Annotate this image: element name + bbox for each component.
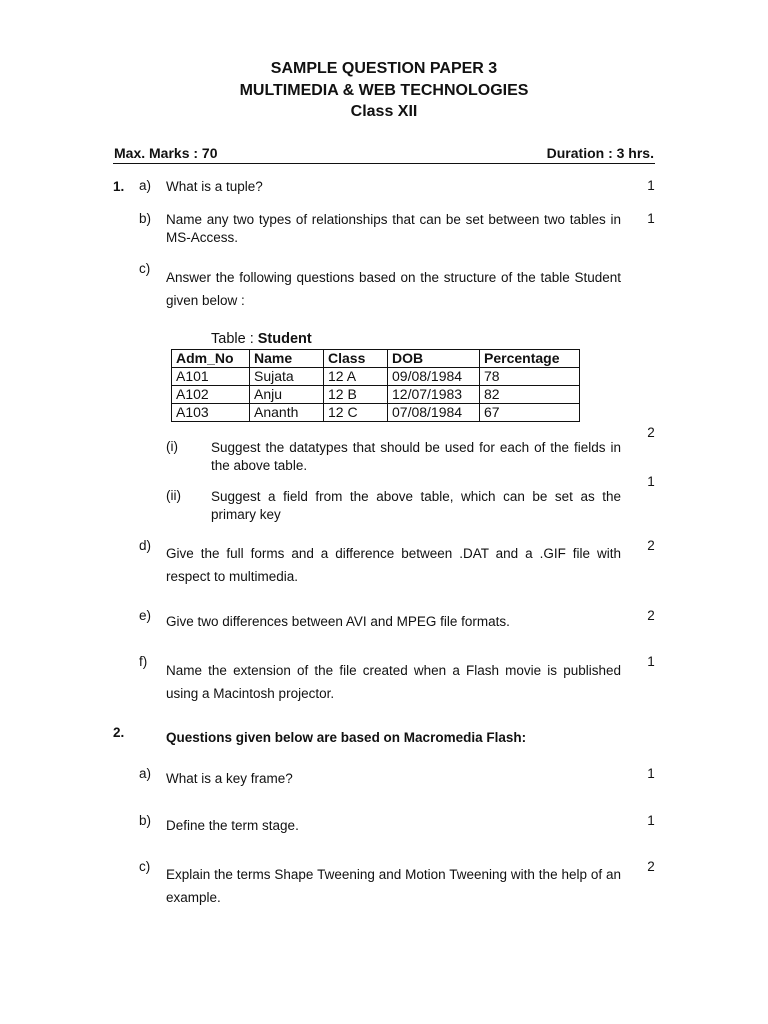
student-table — [171, 349, 580, 422]
table-cell: Ananth — [250, 404, 324, 422]
q1c-label: c) — [139, 261, 151, 276]
table-cell: 67 — [480, 404, 580, 422]
table-row — [172, 368, 580, 386]
q1c-i-label: (i) — [166, 439, 178, 454]
paper-title: SAMPLE QUESTION PAPER 3 — [270, 60, 498, 77]
q1c-i-marks: 2 — [647, 425, 655, 440]
q2c-label: c) — [139, 859, 151, 874]
table-row — [172, 404, 580, 422]
q1f-marks: 1 — [647, 654, 655, 669]
q1a-text: What is a tuple? — [166, 179, 263, 194]
q1b-label: b) — [139, 211, 152, 226]
table-caption-name: Student — [257, 331, 312, 347]
q1d-label: d) — [139, 538, 152, 553]
table-header-row — [172, 350, 580, 368]
table-cell: 12 A — [324, 368, 388, 386]
q1b-text: Name any two types of relationships that can be set between two tables in MS-Access. — [166, 212, 621, 245]
table-caption-prefix: Table : — [211, 331, 258, 347]
subject-title: MULTIMEDIA & WEB TECHNOLOGIES — [239, 82, 529, 99]
q1f-label: f) — [139, 654, 148, 669]
table-cell: 12/07/1983 — [388, 386, 480, 404]
table-cell: A103 — [172, 404, 250, 422]
q1e-marks: 2 — [647, 608, 655, 623]
column-header: Class — [324, 350, 388, 368]
max-marks: Max. Marks : 70 — [114, 145, 218, 161]
column-header: DOB — [388, 350, 480, 368]
q1e-text: Give two differences between AVI and MPEG file formats. — [166, 614, 510, 629]
table-cell: 12 B — [324, 386, 388, 404]
q2b-label: b) — [139, 813, 152, 828]
table-cell: 09/08/1984 — [388, 368, 480, 386]
table-cell: A101 — [172, 368, 250, 386]
table-caption — [211, 331, 312, 347]
q1d-marks: 2 — [647, 538, 655, 553]
q2-heading: Questions given below are based on Macromedia Flash: — [166, 730, 527, 745]
q2c-marks: 2 — [647, 859, 655, 874]
question-number-2: 2. — [113, 725, 125, 740]
class-title: Class XII — [350, 103, 418, 120]
column-header: Adm_No — [172, 350, 250, 368]
q2c-text: Explain the terms Shape Tweening and Motion Tweening with the help of an example. — [166, 867, 621, 905]
q1b-marks: 1 — [647, 211, 655, 226]
question-number-1: 1. — [113, 179, 125, 194]
q1a-marks: 1 — [647, 178, 655, 193]
q1c-ii-text: Suggest a field from the above table, which can be set as the primary key — [211, 489, 621, 522]
table-cell: 82 — [480, 386, 580, 404]
header-rule — [113, 163, 655, 164]
table-cell: A102 — [172, 386, 250, 404]
q1c-ii-marks: 1 — [647, 474, 655, 489]
duration: Duration : 3 hrs. — [546, 145, 654, 161]
q2b-marks: 1 — [647, 813, 655, 828]
q1e-label: e) — [139, 608, 152, 623]
table-cell: 78 — [480, 368, 580, 386]
table-cell: 07/08/1984 — [388, 404, 480, 422]
q2a-label: a) — [139, 766, 152, 781]
q1a-label: a) — [139, 178, 152, 193]
column-header: Name — [250, 350, 324, 368]
q2b-text: Define the term stage. — [166, 818, 299, 833]
q2a-marks: 1 — [647, 766, 655, 781]
q1c-text: Answer the following questions based on the structure of the table Student given below : — [166, 270, 621, 308]
column-header: Percentage — [480, 350, 580, 368]
q1c-i-text: Suggest the datatypes that should be used for each of the fields in the above table. — [211, 440, 621, 473]
table-cell: 12 C — [324, 404, 388, 422]
q1d-text: Give the full forms and a difference between .DAT and a .GIF file with respect to multimedia. — [166, 546, 621, 584]
table-row — [172, 386, 580, 404]
table-cell: Sujata — [250, 368, 324, 386]
q2a-text: What is a key frame? — [166, 771, 293, 786]
table-cell: Anju — [250, 386, 324, 404]
student-table-wrap — [171, 349, 580, 422]
q1c-ii-label: (ii) — [166, 488, 181, 503]
q1f-text: Name the extension of the file created when a Flash movie is published using a Macintosh projector. — [166, 663, 621, 701]
